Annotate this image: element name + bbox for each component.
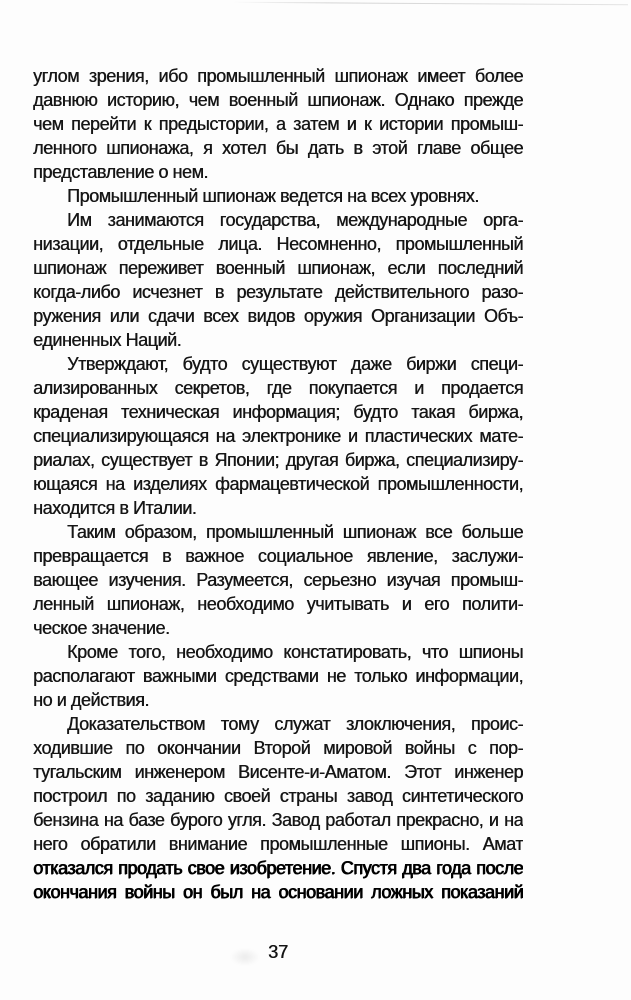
- text-line: краденая техническая информация; будто такая биржа,: [33, 402, 523, 422]
- text-line: него обратили внимание промышленные шпионы. Амат: [33, 834, 523, 854]
- text-line: вающее изучения. Разумеется, серьезно изучая промыш-: [33, 570, 523, 590]
- text-line: риалах, существует в Японии; другая биржа, специализиру-: [33, 450, 523, 470]
- text-line: отказался продать свое изобретение. Спустя два года после: [33, 858, 523, 878]
- text-line: когда-либо исчезнет в результате действительного разо-: [33, 282, 523, 302]
- text-line: располагают важными средствами не только информации,: [33, 666, 523, 686]
- paragraph: [33, 184, 523, 208]
- text-line: Кроме того, необходимо констатировать, что шпионы: [67, 642, 523, 662]
- text-line: Доказательством тому служат злоключения, проис-: [67, 714, 523, 734]
- text-line: ленного шпионажа, я хотел бы дать в этой главе общее: [33, 138, 523, 158]
- text-line: построил по заданию своей страны завод синтетического: [33, 786, 523, 806]
- text-line: ходившие по окончании Второй мировой войны с пор-: [33, 738, 523, 758]
- page-text-block: [33, 64, 523, 904]
- text-line: ческое значение.: [33, 618, 170, 638]
- text-line: ленный шпионаж, необходимо учитывать и его полити-: [33, 594, 523, 614]
- text-line: ружения или сдачи всех видов оружия Организации Объ-: [33, 306, 523, 326]
- text-line: низации, отдельные лица. Несомненно, промышленный: [33, 234, 523, 254]
- scan-artifact-hairline: [232, 2, 628, 5]
- text-line: находится в Италии.: [33, 498, 197, 518]
- text-line: представление о нем.: [33, 162, 208, 182]
- text-line: давнюю историю, чем военный шпионаж. Однако прежде: [33, 90, 523, 110]
- text-line: ющаяся на изделиях фармацевтической промышленности,: [33, 474, 523, 494]
- text-line: чем перейти к предыстории, а затем и к истории промыш-: [33, 114, 523, 134]
- paragraph: [33, 520, 523, 640]
- text-line: Утверждают, будто существуют даже биржи специ-: [67, 354, 523, 374]
- paragraph: [33, 352, 523, 520]
- text-line: тугальским инженером Висенте-и-Аматом. Этот инженер: [33, 762, 523, 782]
- paragraph: [33, 640, 523, 712]
- text-line: ализированных секретов, где покупается и продается: [33, 378, 523, 398]
- text-line: специализирующаяся на электронике и пластических мате-: [33, 426, 523, 446]
- paragraph: [33, 712, 523, 904]
- text-line: Промышленный шпионаж ведется на всех уровнях.: [67, 186, 479, 206]
- text-line: бензина на базе бурого угля. Завод работал прекрасно, и на: [33, 810, 523, 830]
- text-line: Таким образом, промышленный шпионаж все больше: [67, 522, 523, 542]
- text-line: углом зрения, ибо промышленный шпионаж имеет более: [33, 66, 523, 86]
- text-line: но и действия.: [33, 690, 149, 710]
- text-line: шпионаж переживет военный шпионаж, если последний: [33, 258, 523, 278]
- page-number: 37: [267, 942, 289, 962]
- paragraph: [33, 64, 523, 184]
- text-line: окончания войны он был на основании ложных показаний: [33, 882, 523, 902]
- text-line: Им занимаются государства, международные орга-: [67, 210, 523, 230]
- paragraph: [33, 208, 523, 352]
- text-line: превращается в важное социальное явление, заслужи-: [33, 546, 523, 566]
- text-line: единенных Наций.: [33, 330, 182, 350]
